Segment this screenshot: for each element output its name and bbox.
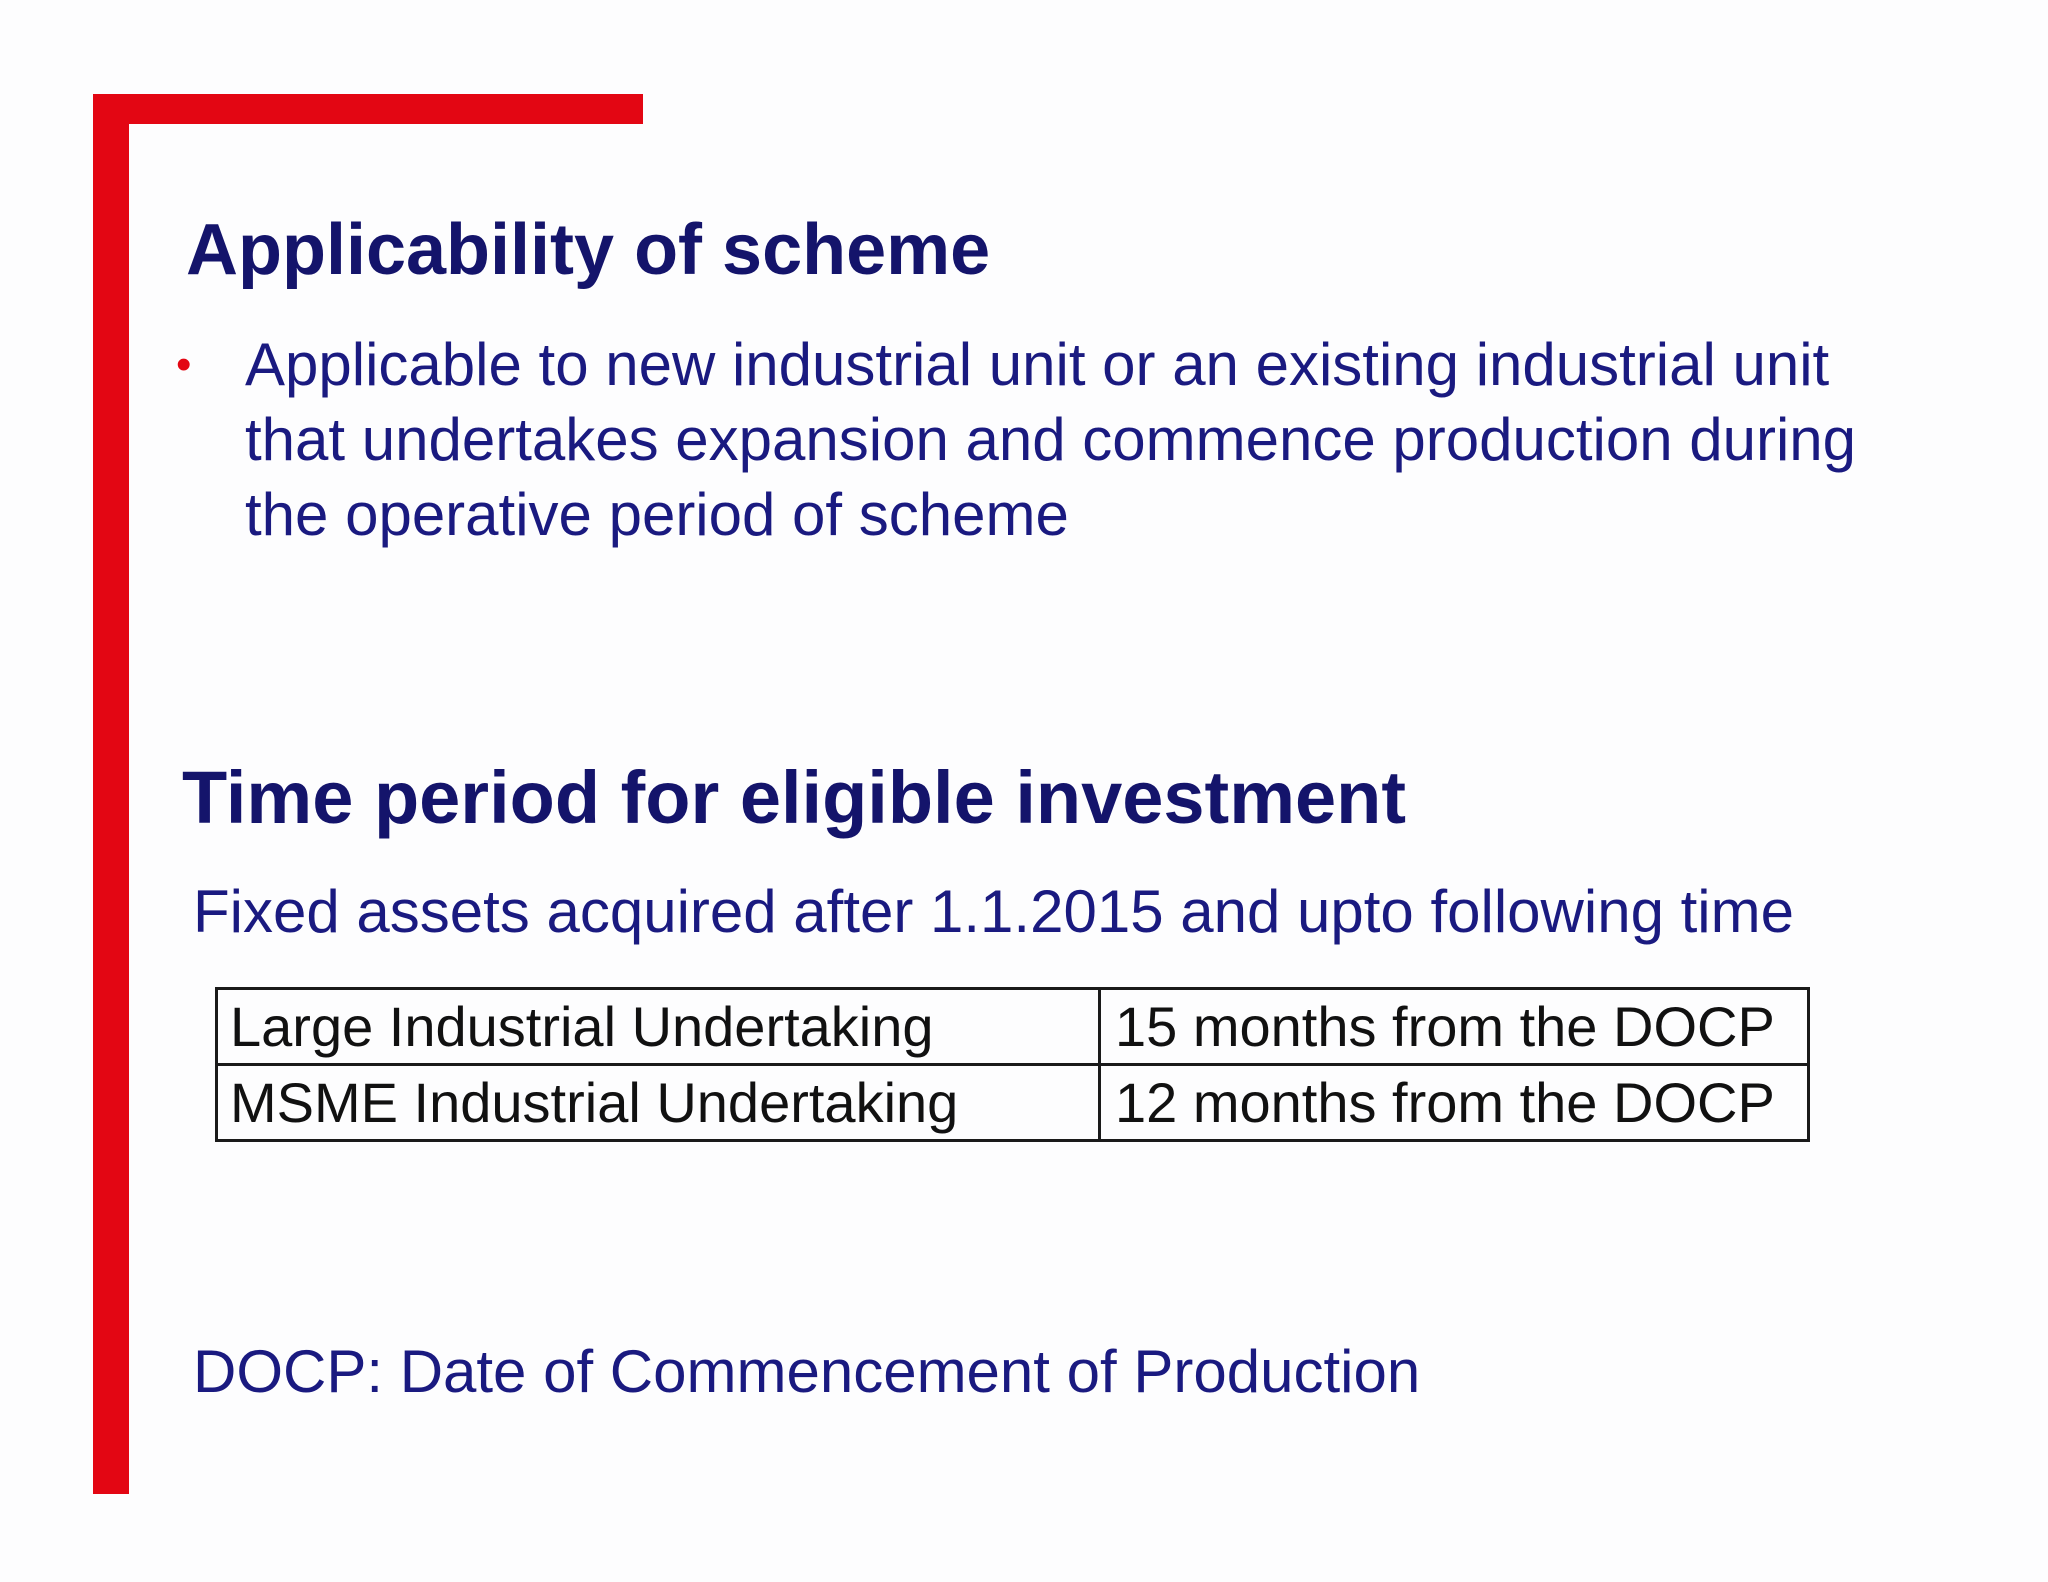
section-title-time-period: Time period for eligible investment — [182, 756, 1406, 839]
accent-bar-top — [93, 94, 643, 124]
docp-footnote: DOCP: Date of Commencement of Production — [193, 1338, 1421, 1405]
table-row — [217, 989, 1809, 1065]
time-period-intro: Fixed assets acquired after 1.1.2015 and upto following time — [193, 878, 1794, 945]
bullet-text: Applicable to new industrial unit or an existing industrial unit that undertakes expansion and commence production during the operative period of scheme — [245, 331, 1857, 548]
table-cell-period: 15 months from the DOCP — [1100, 989, 1809, 1065]
table-cell-period: 12 months from the DOCP — [1100, 1065, 1809, 1141]
accent-bar-left — [93, 94, 129, 1494]
time-period-table — [215, 987, 1810, 1142]
table-cell-category: Large Industrial Undertaking — [217, 989, 1100, 1065]
table-row — [217, 1065, 1809, 1141]
bullet-dot-icon: • — [176, 340, 192, 389]
section-title-applicability: Applicability of scheme — [186, 210, 991, 290]
table-cell-category: MSME Industrial Undertaking — [217, 1065, 1100, 1141]
